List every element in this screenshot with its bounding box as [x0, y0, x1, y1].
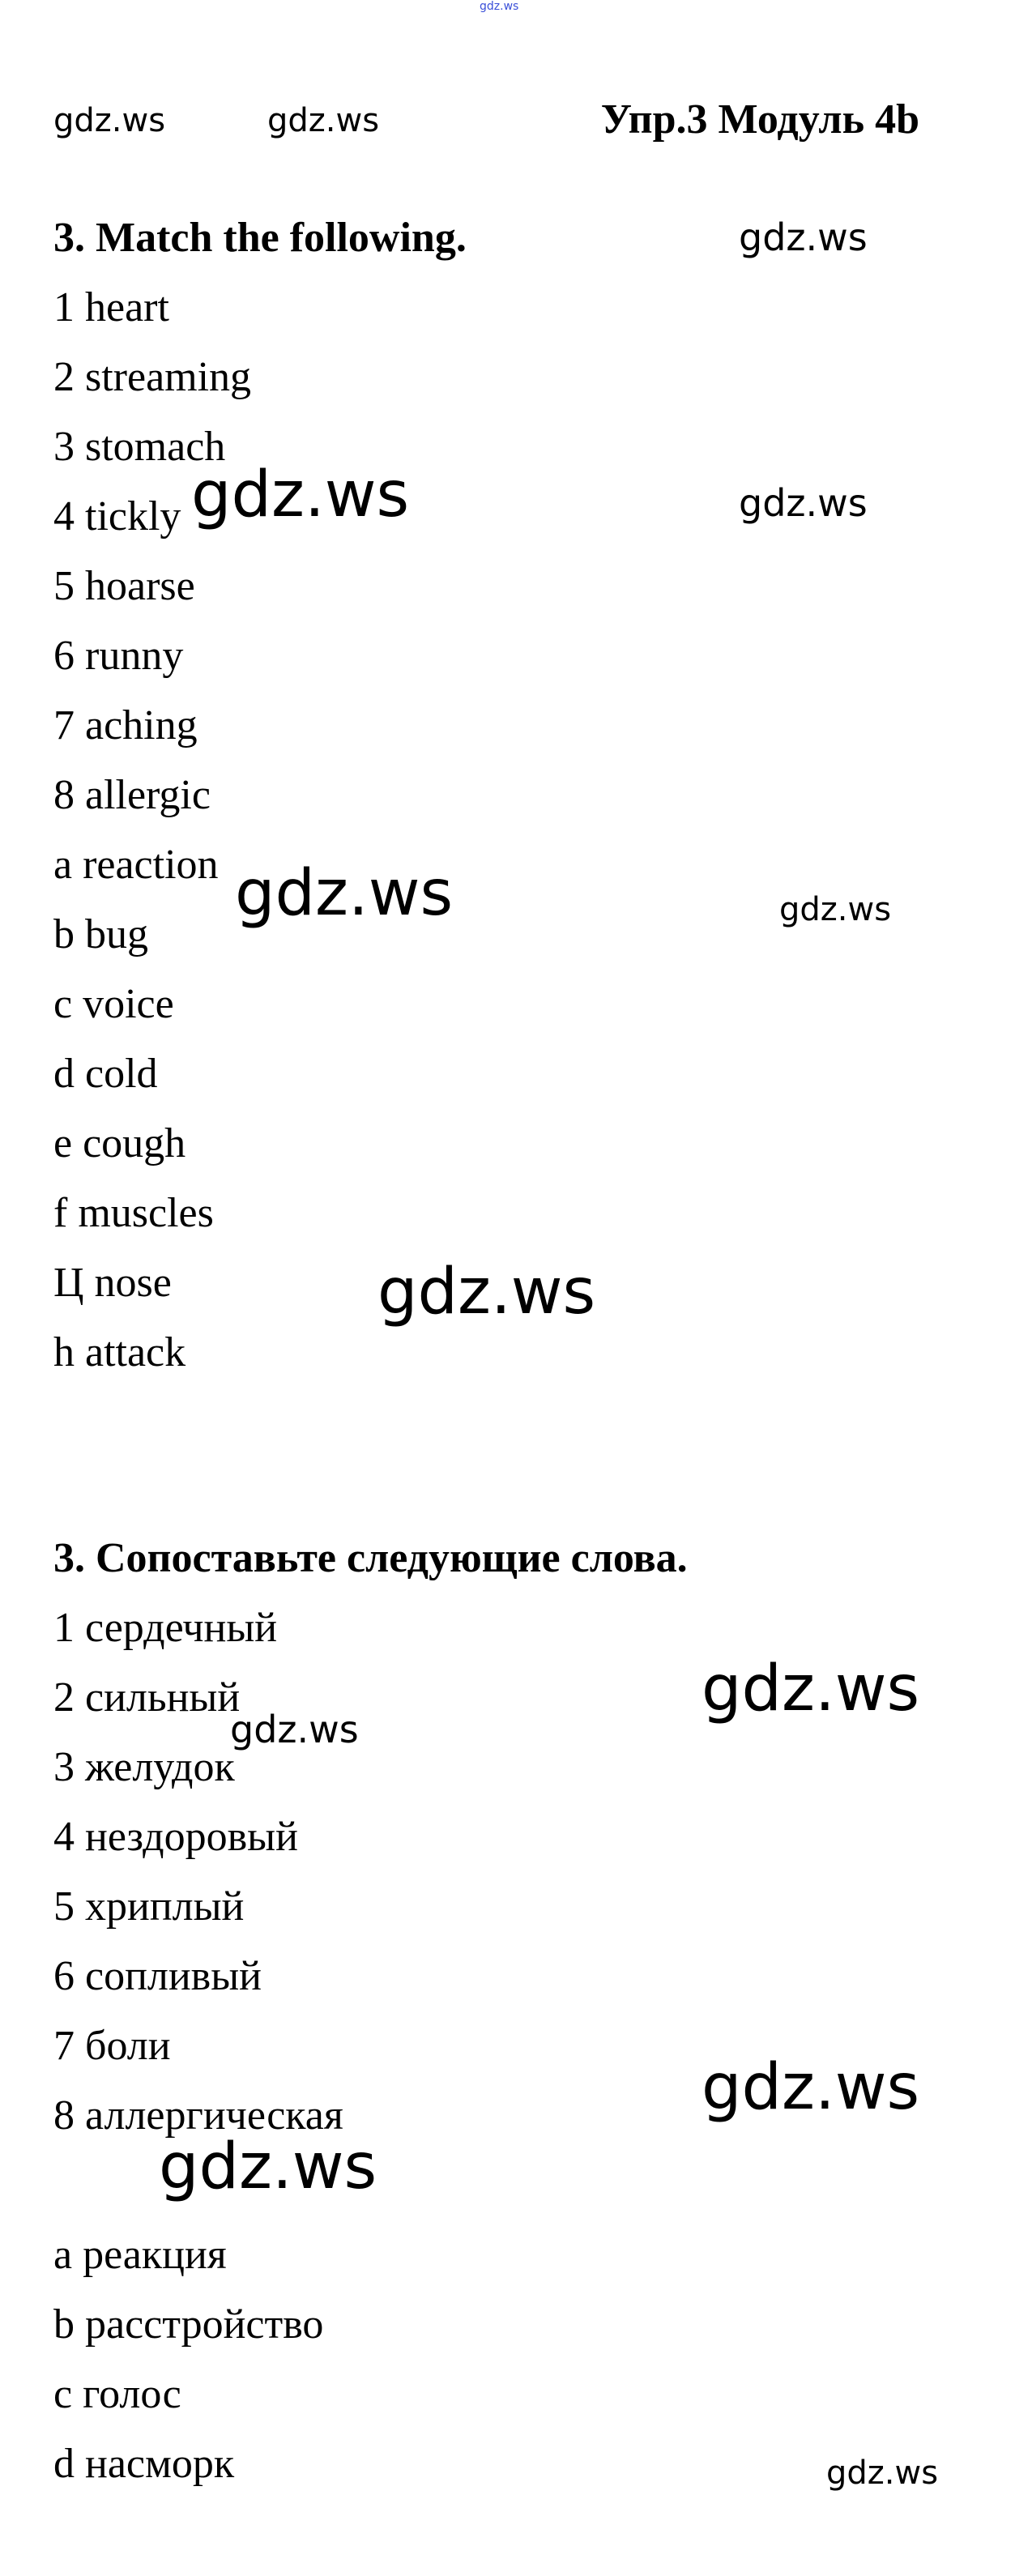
watermark: gdz.ws	[53, 102, 166, 139]
list-item: 5 hoarse	[53, 563, 195, 609]
watermark: gdz.ws	[235, 857, 454, 930]
section-heading-en: 3. Match the following.	[53, 215, 467, 261]
answer-item: Ц nose	[53, 1260, 172, 1306]
top-watermark: gdz.ws	[480, 0, 519, 13]
list-item: 7 боли	[53, 2023, 171, 2069]
list-item: 3 stomach	[53, 424, 226, 470]
answer-item: d cold	[53, 1051, 158, 1097]
list-item: 1 heart	[53, 284, 169, 331]
list-item: 2 streaming	[53, 354, 252, 400]
section-heading-ru: 3. Сопоставьте следующие слова.	[53, 1535, 688, 1581]
answer-item: b расстройство	[53, 2301, 324, 2348]
list-item: 4 нездоровый	[53, 1814, 298, 1860]
list-item: 2 сильный	[53, 1674, 241, 1721]
answer-item: c голос	[53, 2371, 181, 2417]
answer-item: f muscles	[53, 1190, 214, 1236]
list-item: 8 allergic	[53, 772, 211, 818]
watermark: gdz.ws	[739, 481, 868, 525]
list-item: 4 tickly	[53, 493, 181, 540]
answer-item: a реакция	[53, 2232, 227, 2278]
watermark: gdz.ws	[779, 891, 892, 928]
list-item: 6 runny	[53, 633, 184, 679]
watermark: gdz.ws	[702, 2051, 920, 2124]
answer-item: h attack	[53, 1329, 186, 1375]
list-item: 5 хриплый	[53, 1883, 245, 1930]
answer-item: a reaction	[53, 842, 219, 888]
watermark: gdz.ws	[267, 102, 380, 139]
watermark: gdz.ws	[159, 2130, 377, 2203]
page-title: Упр.3 Модуль 4b	[600, 96, 919, 143]
answer-item: e cough	[53, 1120, 186, 1166]
watermark: gdz.ws	[377, 1256, 596, 1329]
list-item: 1 сердечный	[53, 1605, 278, 1651]
answer-item: d насморк	[53, 2441, 235, 2487]
list-item: 6 сопливый	[53, 1953, 262, 1999]
watermark: gdz.ws	[739, 215, 868, 259]
list-item: 7 aching	[53, 702, 198, 748]
list-item: 8 аллергическая	[53, 2092, 343, 2139]
answer-item: b bug	[53, 911, 148, 957]
watermark: gdz.ws	[702, 1653, 920, 1725]
list-item: 3 желудок	[53, 1744, 235, 1790]
watermark: gdz.ws	[826, 2454, 939, 2492]
watermark: gdz.ws	[230, 1708, 359, 1751]
watermark: gdz.ws	[191, 458, 410, 531]
answer-item: c voice	[53, 981, 174, 1027]
